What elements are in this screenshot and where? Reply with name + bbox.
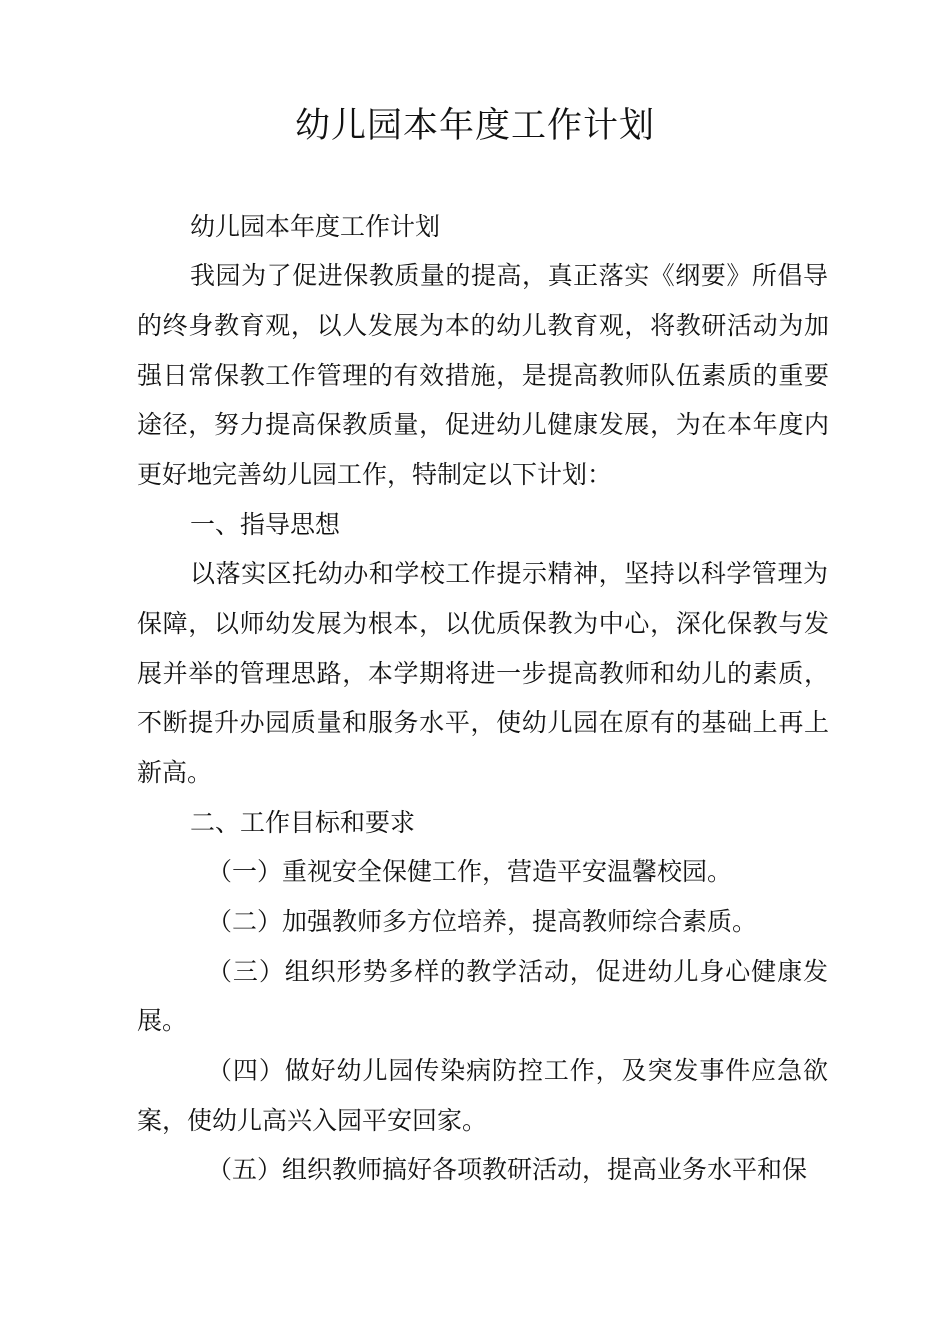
list-item: （五）组织教师搞好各项教研活动，提高业务水平和保 xyxy=(207,1155,808,1184)
list-item-continuation: 案，使幼儿高兴入园平安回家。 xyxy=(137,1106,488,1135)
paragraph-line: 以落实区托幼办和学校工作提示精神，坚持以科学管理为 xyxy=(190,559,828,588)
paragraph-line: 新高。 xyxy=(137,758,213,787)
paragraph-line: 的终身教育观，以人发展为本的幼儿教育观，将教研活动为加 xyxy=(137,311,829,340)
paragraph-line: 强日常保教工作管理的有效措施，是提高教师队伍素质的重要 xyxy=(137,361,829,390)
section-heading: 二、工作目标和要求 xyxy=(190,808,416,837)
subtitle-line: 幼儿园本年度工作计划 xyxy=(190,212,441,241)
paragraph-line: 更好地完善幼儿园工作，特制定以下计划： xyxy=(137,460,613,489)
list-item: （三）组织形势多样的教学活动，促进幼儿身心健康发 xyxy=(207,957,828,986)
paragraph-line: 保障，以师幼发展为根本，以优质保教为中心，深化保教与发 xyxy=(137,609,829,638)
list-item: （一）重视安全保健工作，营造平安温馨校园。 xyxy=(207,857,733,886)
section-heading: 一、指导思想 xyxy=(190,510,341,539)
list-item: （四）做好幼儿园传染病防控工作，及突发事件应急欲 xyxy=(207,1056,828,1085)
list-item-continuation: 展。 xyxy=(137,1006,188,1035)
paragraph-line: 展并举的管理思路，本学期将进一步提高教师和幼儿的素质， xyxy=(137,659,829,688)
paragraph-line: 途径，努力提高保教质量，促进幼儿健康发展，为在本年度内 xyxy=(137,410,829,439)
list-item: （二）加强教师多方位培养，提高教师综合素质。 xyxy=(207,907,758,936)
paragraph-line: 不断提升办园质量和服务水平，使幼儿园在原有的基础上再上 xyxy=(137,708,829,737)
document-title: 幼儿园本年度工作计划 xyxy=(294,106,655,146)
paragraph-line: 我园为了促进保教质量的提高，真正落实《纲要》所倡导 xyxy=(190,261,828,290)
